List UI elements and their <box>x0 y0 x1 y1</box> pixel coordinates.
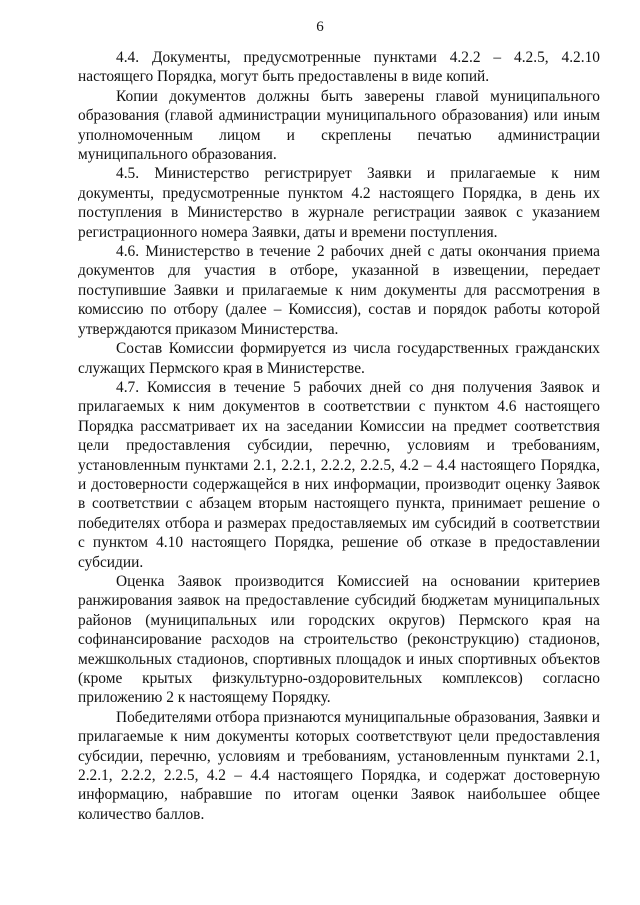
paragraph-copies: Копии документов должны быть заверены главой муниципального образования (главой администрации муниципального образования) или иным уполномоченным лицом и скреплены печатью администрации муниципального образования. <box>78 87 600 164</box>
paragraph-4-6: 4.6. Министерство в течение 2 рабочих дней с даты окончания приема документов для участия в отборе, указанной в извещении, передает поступившие Заявки и прилагаемые к ним документы для рассмотрения в комиссию по отбору (далее – Комиссия), состав и порядок работы которой утверждаются приказом Министерства. <box>78 243 600 338</box>
paragraph-commission-composition: Состав Комиссии формируется из числа государственных гражданских служащих Пермского края в Министерстве. <box>78 340 600 377</box>
page-number: 6 <box>316 19 324 35</box>
paragraph-4-5: 4.5. Министерство регистрирует Заявки и прилагаемые к ним документы, предусмотренные пунктом 4.2 настоящего Порядка, в день их поступления в Министерство в журнале регистрации заявок с указанием регистрационного номера Заявки, даты и времени поступления. <box>78 165 600 241</box>
document-body <box>78 48 600 824</box>
paragraph-4-4: 4.4. Документы, предусмотренные пунктами 4.2.2 – 4.2.5, 4.2.10 настоящего Порядка, могут быть предоставлены в виде копий. <box>78 49 600 86</box>
paragraph-winners: Победителями отбора признаются муниципальные образования, Заявки и прилагаемые к ним документы которых соответствуют цели предоставления субсидии, перечню, условиям и требованиям, установленным пунктами 2.1, 2.2.1, 2.2.2, 2.2.5, 4.2 – 4.4 настоящего Порядка, и содержат достоверную информацию, набравшие по итогам оценки Заявок наибольшее общее количество баллов. <box>78 708 600 823</box>
paragraph-evaluation: Оценка Заявок производится Комиссией на основании критериев ранжирования заявок на предоставление субсидий бюджетам муниципальных районов (муниципальных или городских округов) Пермского края на софинансирование расходов на строительство (реконструкцию) стадионов, межшкольных стадионов, спортивных площадок и иных спортивных объектов (кроме крытых физкультурно-оздоровительных комплексов) согласно приложению 2 к настоящему Порядку. <box>78 572 600 707</box>
paragraph-4-7: 4.7. Комиссия в течение 5 рабочих дней со дня получения Заявок и прилагаемых к ним документов в соответствии с пунктом 4.6 настоящего Порядка рассматривает их на заседании Комиссии на предмет соответствия цели предоставления субсидии, перечню, условиям и требованиям, установленным пунктами 2.1, 2.2.1, 2.2.2, 2.2.5, 4.2 – 4.4 настоящего Порядка, и достоверности содержащейся в них информации, производит оценку Заявок в соответствии с абзацем вторым настоящего пункта, принимает решение о победителях отбора и размерах предоставляемых им субсидий в соответствии с пунктом 4.10 настоящего Порядка, решение об отказе в предоставлении субсидии. <box>78 378 600 571</box>
